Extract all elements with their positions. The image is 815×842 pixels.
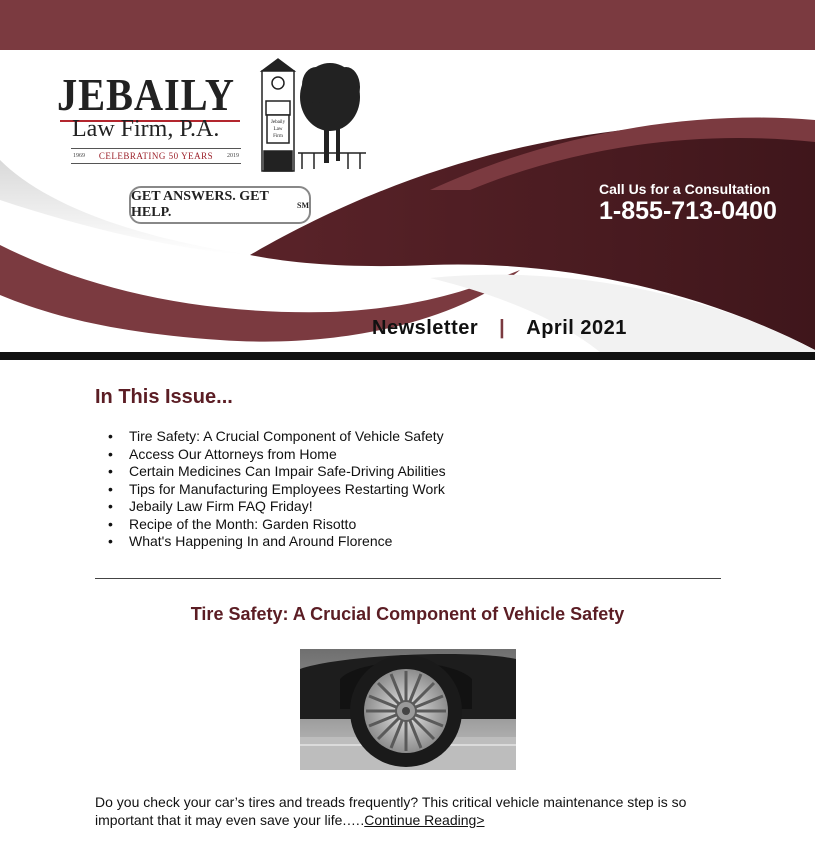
- svg-text:Firm: Firm: [273, 134, 283, 139]
- tagline-text: GET ANSWERS. GET HELP.: [131, 189, 269, 220]
- phone-number-link[interactable]: 1-855-713-0400: [599, 197, 777, 225]
- issue-list-item: • Tire Safety: A Crucial Component of Vehicle Safety: [107, 428, 446, 446]
- logo-year-end: 2019: [226, 153, 239, 159]
- issue-list-item: • Certain Medicines Can Impair Safe-Driving Abilities: [107, 463, 446, 481]
- section-divider: [95, 578, 721, 579]
- tagline-service-mark: SM: [297, 200, 309, 210]
- firm-logo-name: JEBAILY: [57, 69, 235, 120]
- firm-logo-subtitle: Law Firm, P.A.: [72, 116, 220, 142]
- issue-list-item: • Jebaily Law Firm FAQ Friday!: [107, 498, 446, 516]
- continue-reading-link[interactable]: Continue Reading>: [364, 812, 485, 828]
- newsletter-label: Newsletter: [372, 317, 479, 339]
- svg-text:Law: Law: [273, 127, 283, 132]
- tire-photo: [300, 649, 516, 770]
- building-tower-logo: [258, 57, 368, 175]
- consultation-label: Call Us for a Consultation: [599, 181, 771, 197]
- newsletter-separator: |: [499, 317, 506, 339]
- issue-list-item: • Tips for Manufacturing Employees Restarting Work: [107, 481, 446, 499]
- top-banner-bar: [0, 0, 815, 50]
- svg-text:Jebaily: Jebaily: [270, 120, 286, 125]
- header-divider: [0, 352, 815, 360]
- issue-date: April 2021: [526, 317, 627, 339]
- article-body-text: Do you check your car’s tires and treads frequently? This critical vehicle maintenance step is so important that it may even save your life.….: [95, 794, 687, 828]
- issue-list-item: • Recipe of the Month: Garden Risotto: [107, 516, 446, 534]
- article-title: Tire Safety: A Crucial Component of Vehicle Safety: [190, 604, 625, 624]
- article-summary: [95, 793, 735, 829]
- logo-year-start: 1969: [73, 153, 85, 159]
- newsletter-date-line: [372, 317, 627, 340]
- issue-list-item: • Access Our Attorneys from Home: [107, 446, 446, 464]
- logo-anniversary-strip: [71, 148, 241, 164]
- in-this-issue-heading: In This Issue...: [95, 386, 233, 408]
- tire-illustration: [300, 649, 516, 770]
- issue-list-item: • What's Happening In and Around Florence: [107, 533, 446, 551]
- logo-celebrating-text: CELEBRATING 50 YEARS: [98, 151, 214, 161]
- issue-list: [107, 428, 446, 551]
- tagline-badge: [129, 186, 311, 224]
